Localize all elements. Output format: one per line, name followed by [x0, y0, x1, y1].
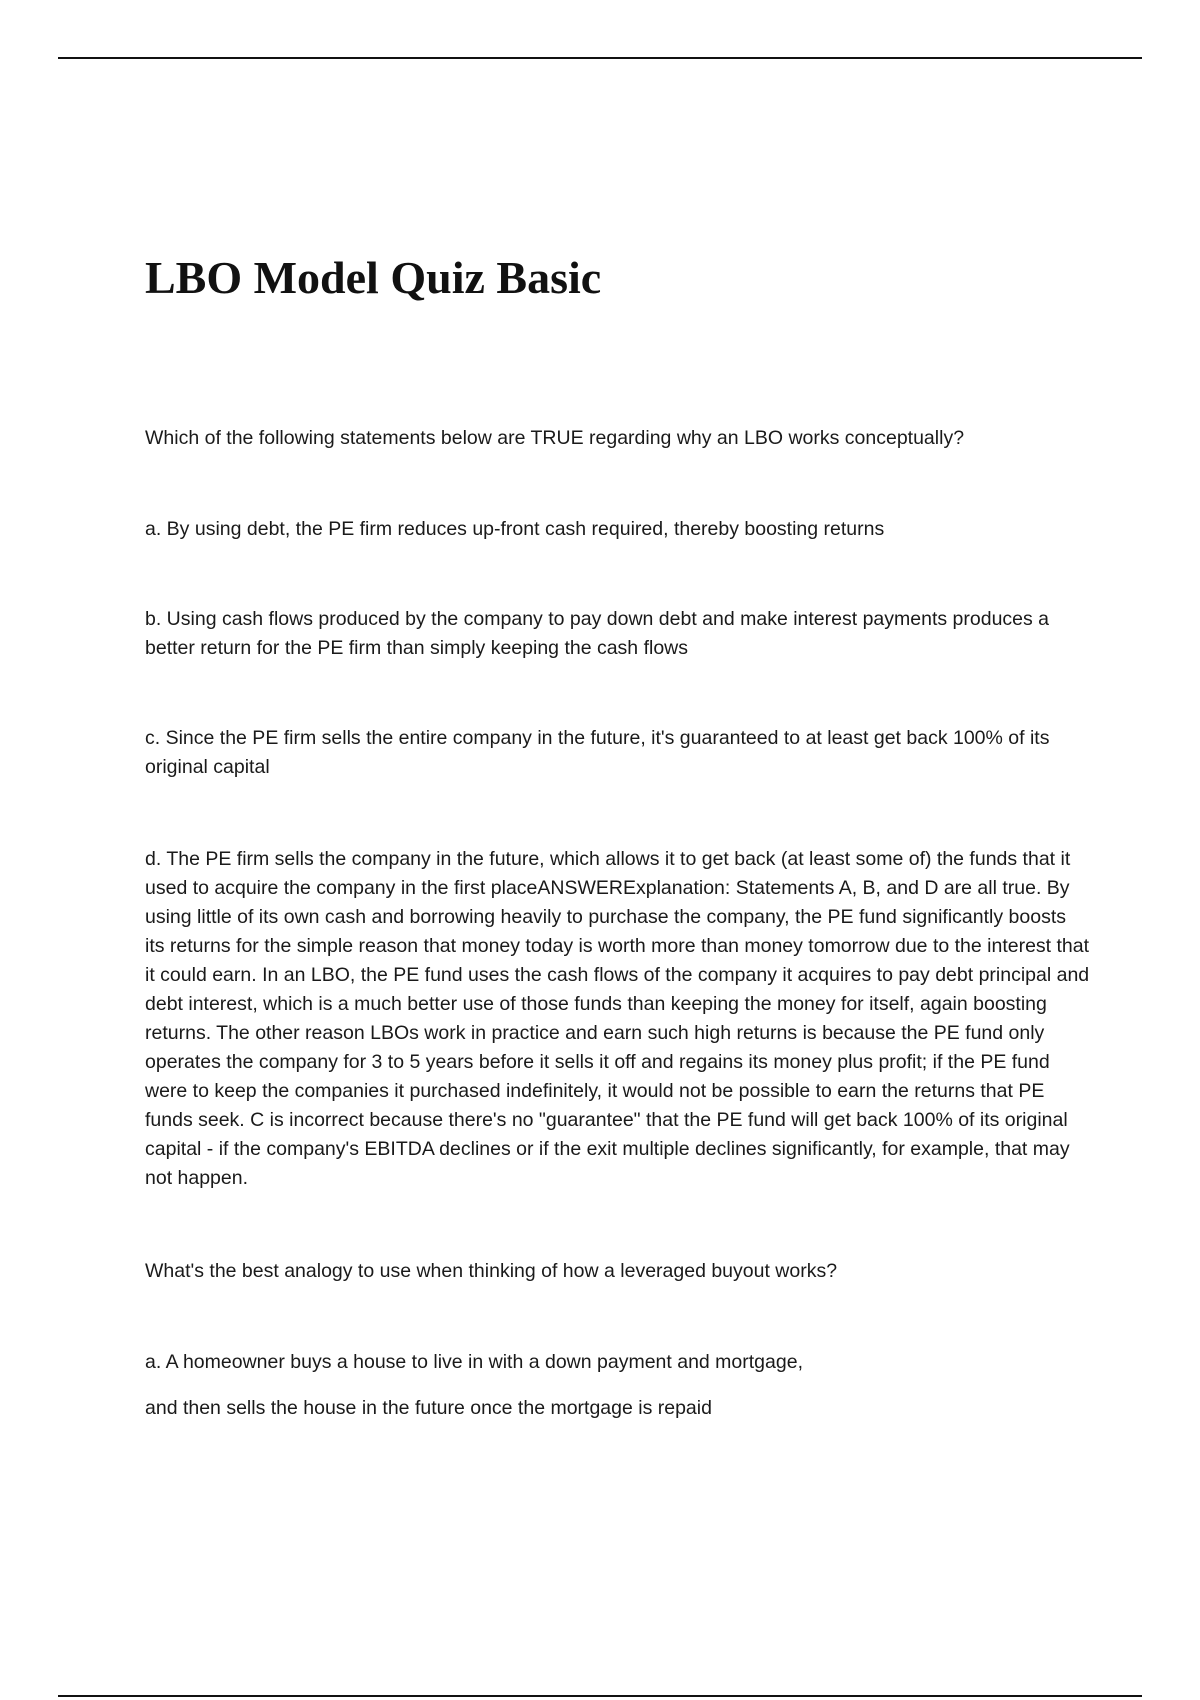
- question-1-option-b: b. Using cash flows produced by the company to pay down debt and make interest payments produces a better return for the PE firm than simply keeping the cash flows: [145, 608, 1050, 659]
- bottom-divider: [58, 1695, 1142, 1697]
- top-divider: [58, 57, 1142, 59]
- question-2-text: What's the best analogy to use when thinking of how a leveraged buyout works?: [145, 1260, 838, 1282]
- question-1-option-a: a. By using debt, the PE firm reduces up-front cash required, thereby boosting returns: [145, 518, 885, 540]
- question-2-option-a-line-2: and then sells the house in the future once the mortgage is repaid: [145, 1397, 712, 1419]
- question-2-option-a-line-1: a. A homeowner buys a house to live in with a down payment and mortgage,: [145, 1351, 803, 1373]
- question-1-option-c: c. Since the PE firm sells the entire company in the future, it's guaranteed to at least get back 100% of its original capital: [145, 727, 1050, 778]
- document-title: LBO Model Quiz Basic: [145, 252, 602, 303]
- question-1-option-d-answer: d. The PE firm sells the company in the future, which allows it to get back (at least some of) the funds that it used to acquire the company in the first placeANSWERExplanation: Statements A, B, and D are all true. By using little of its own cash and borrowing heavily to purchase the company, the PE fund significantly boosts its returns for the simple reason that money today is worth more than money tomorrow due to the interest that it could earn. In an LBO, the PE fund uses the cash flows of the company it acquires to pay debt principal and debt interest, which is a much better use of those funds than keeping the money for itself, again boosting returns. The other reason LBOs work in practice and earn such high returns is because the PE fund only operates the company for 3 to 5 years before it sells it off and regains its money plus profit; if the PE fund were to keep the companies it purchased indefinitely, it would not be possible to earn the returns that PE funds seek. C is incorrect because there's no "guarantee" that the PE fund will get back 100% of its original capital - if the company's EBITDA declines or if the exit multiple declines significantly, for example, that may not happen.: [145, 848, 1090, 1189]
- question-1-text: Which of the following statements below are TRUE regarding why an LBO works conceptually?: [145, 427, 965, 449]
